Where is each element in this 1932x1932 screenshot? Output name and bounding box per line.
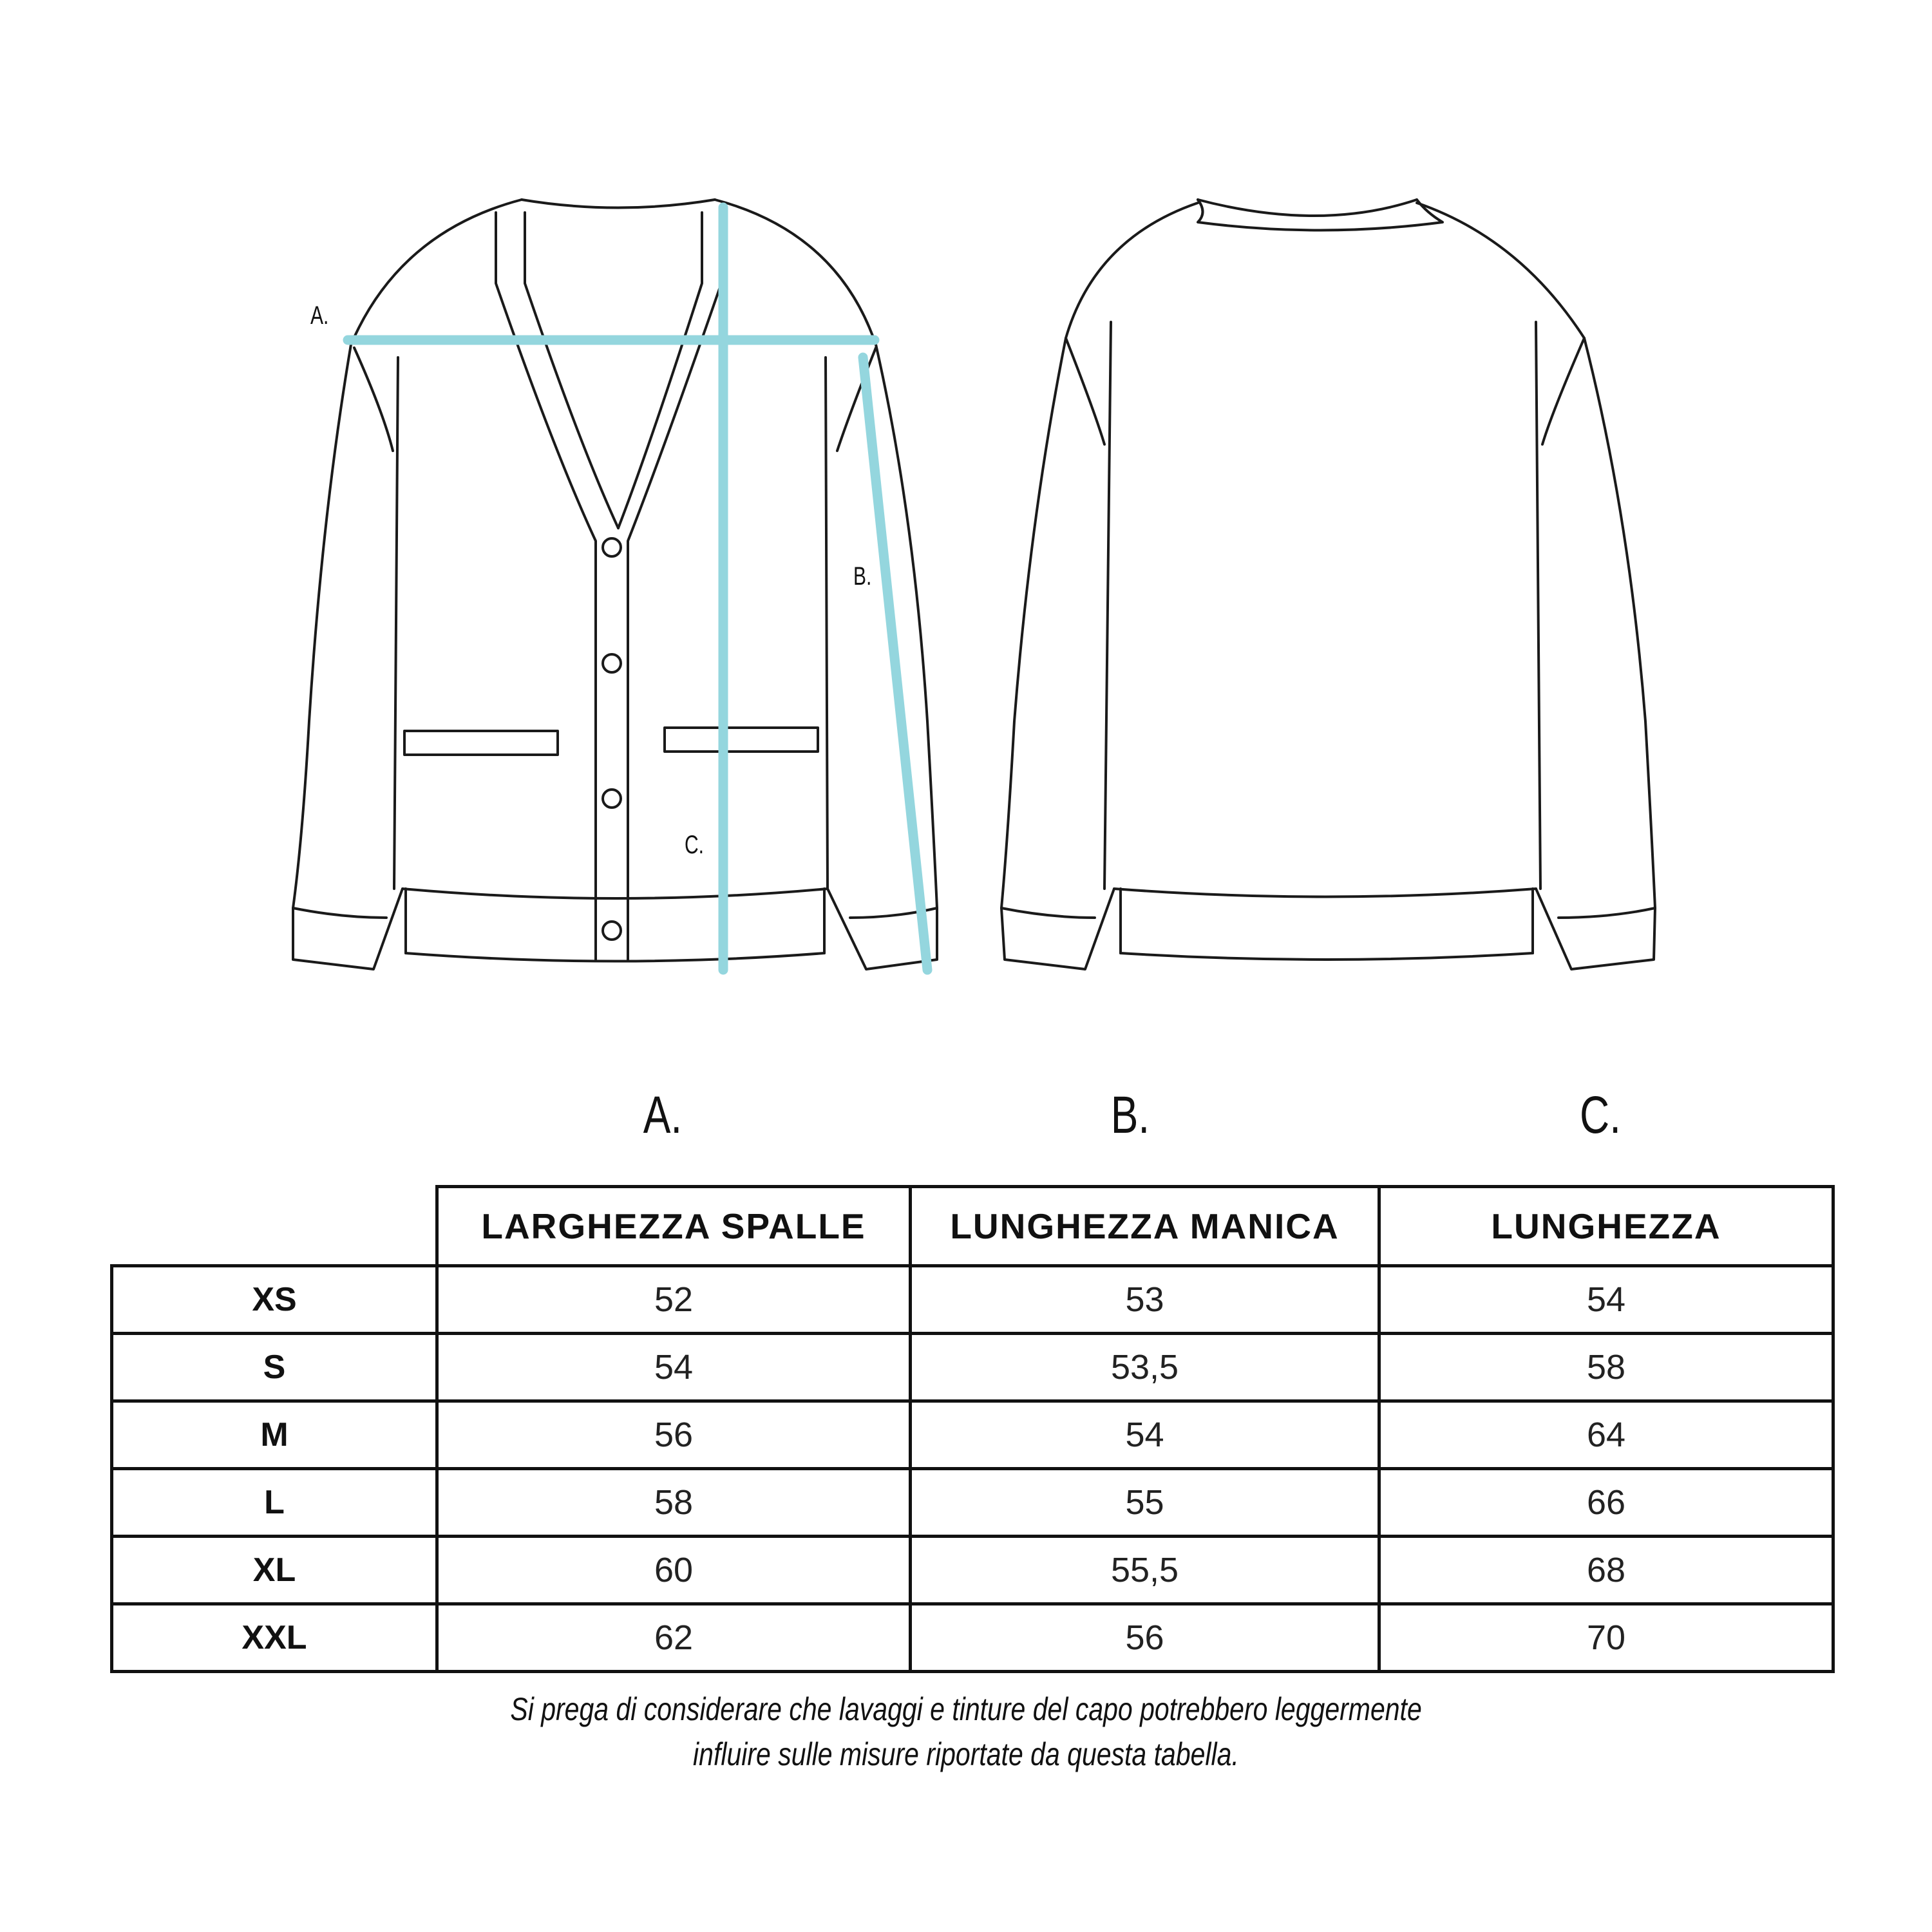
header-shoulder-width: LARGHEZZA SPALLE <box>437 1187 911 1266</box>
value-cell: 58 <box>437 1469 911 1537</box>
value-cell: 70 <box>1379 1604 1833 1672</box>
value-cell: 54 <box>437 1334 911 1401</box>
table-row <box>112 1469 1833 1537</box>
value-cell: 68 <box>1379 1537 1833 1604</box>
value-cell: 52 <box>437 1266 911 1334</box>
value-cell: 66 <box>1379 1469 1833 1537</box>
value-cell: 56 <box>911 1604 1379 1672</box>
value-cell: 55,5 <box>911 1537 1379 1604</box>
header-blank-cell <box>112 1187 437 1266</box>
size-cell: S <box>112 1334 437 1401</box>
value-cell: 54 <box>1379 1266 1833 1334</box>
value-cell: 56 <box>437 1401 911 1469</box>
column-letter-a: A. <box>643 1086 683 1144</box>
column-letter-b: B. <box>1110 1086 1150 1144</box>
label-b: B. <box>853 562 872 591</box>
table-row <box>112 1401 1833 1469</box>
header-length: LUNGHEZZA <box>1379 1187 1833 1266</box>
value-cell: 53 <box>911 1266 1379 1334</box>
table-row <box>112 1537 1833 1604</box>
table-header-row <box>112 1187 1833 1266</box>
value-cell: 55 <box>911 1469 1379 1537</box>
column-letter-c: C. <box>1580 1086 1621 1144</box>
footnote-line-1: Si prega di considerare che lavaggi e tinture del capo potrebbero leggermente <box>510 1691 1422 1727</box>
cardigan-back-drawing <box>1001 200 1655 969</box>
value-cell: 53,5 <box>911 1334 1379 1401</box>
table-row <box>112 1604 1833 1672</box>
value-cell: 58 <box>1379 1334 1833 1401</box>
size-cell: L <box>112 1469 437 1537</box>
table-row <box>112 1266 1833 1334</box>
label-c: C. <box>685 831 704 859</box>
size-cell: XS <box>112 1266 437 1334</box>
measure-line-b <box>863 357 927 970</box>
label-a: A. <box>310 301 329 330</box>
footnote-line-2: influire sulle misure riportate da questa tabella. <box>693 1736 1239 1772</box>
value-cell: 64 <box>1379 1401 1833 1469</box>
cardigan-front-drawing <box>293 200 937 969</box>
size-table <box>110 1185 1835 1673</box>
value-cell: 54 <box>911 1401 1379 1469</box>
size-cell: M <box>112 1401 437 1469</box>
value-cell: 62 <box>437 1604 911 1672</box>
table-row <box>112 1334 1833 1401</box>
size-cell: XL <box>112 1537 437 1604</box>
size-cell: XXL <box>112 1604 437 1672</box>
header-sleeve-length: LUNGHEZZA MANICA <box>911 1187 1379 1266</box>
value-cell: 60 <box>437 1537 911 1604</box>
